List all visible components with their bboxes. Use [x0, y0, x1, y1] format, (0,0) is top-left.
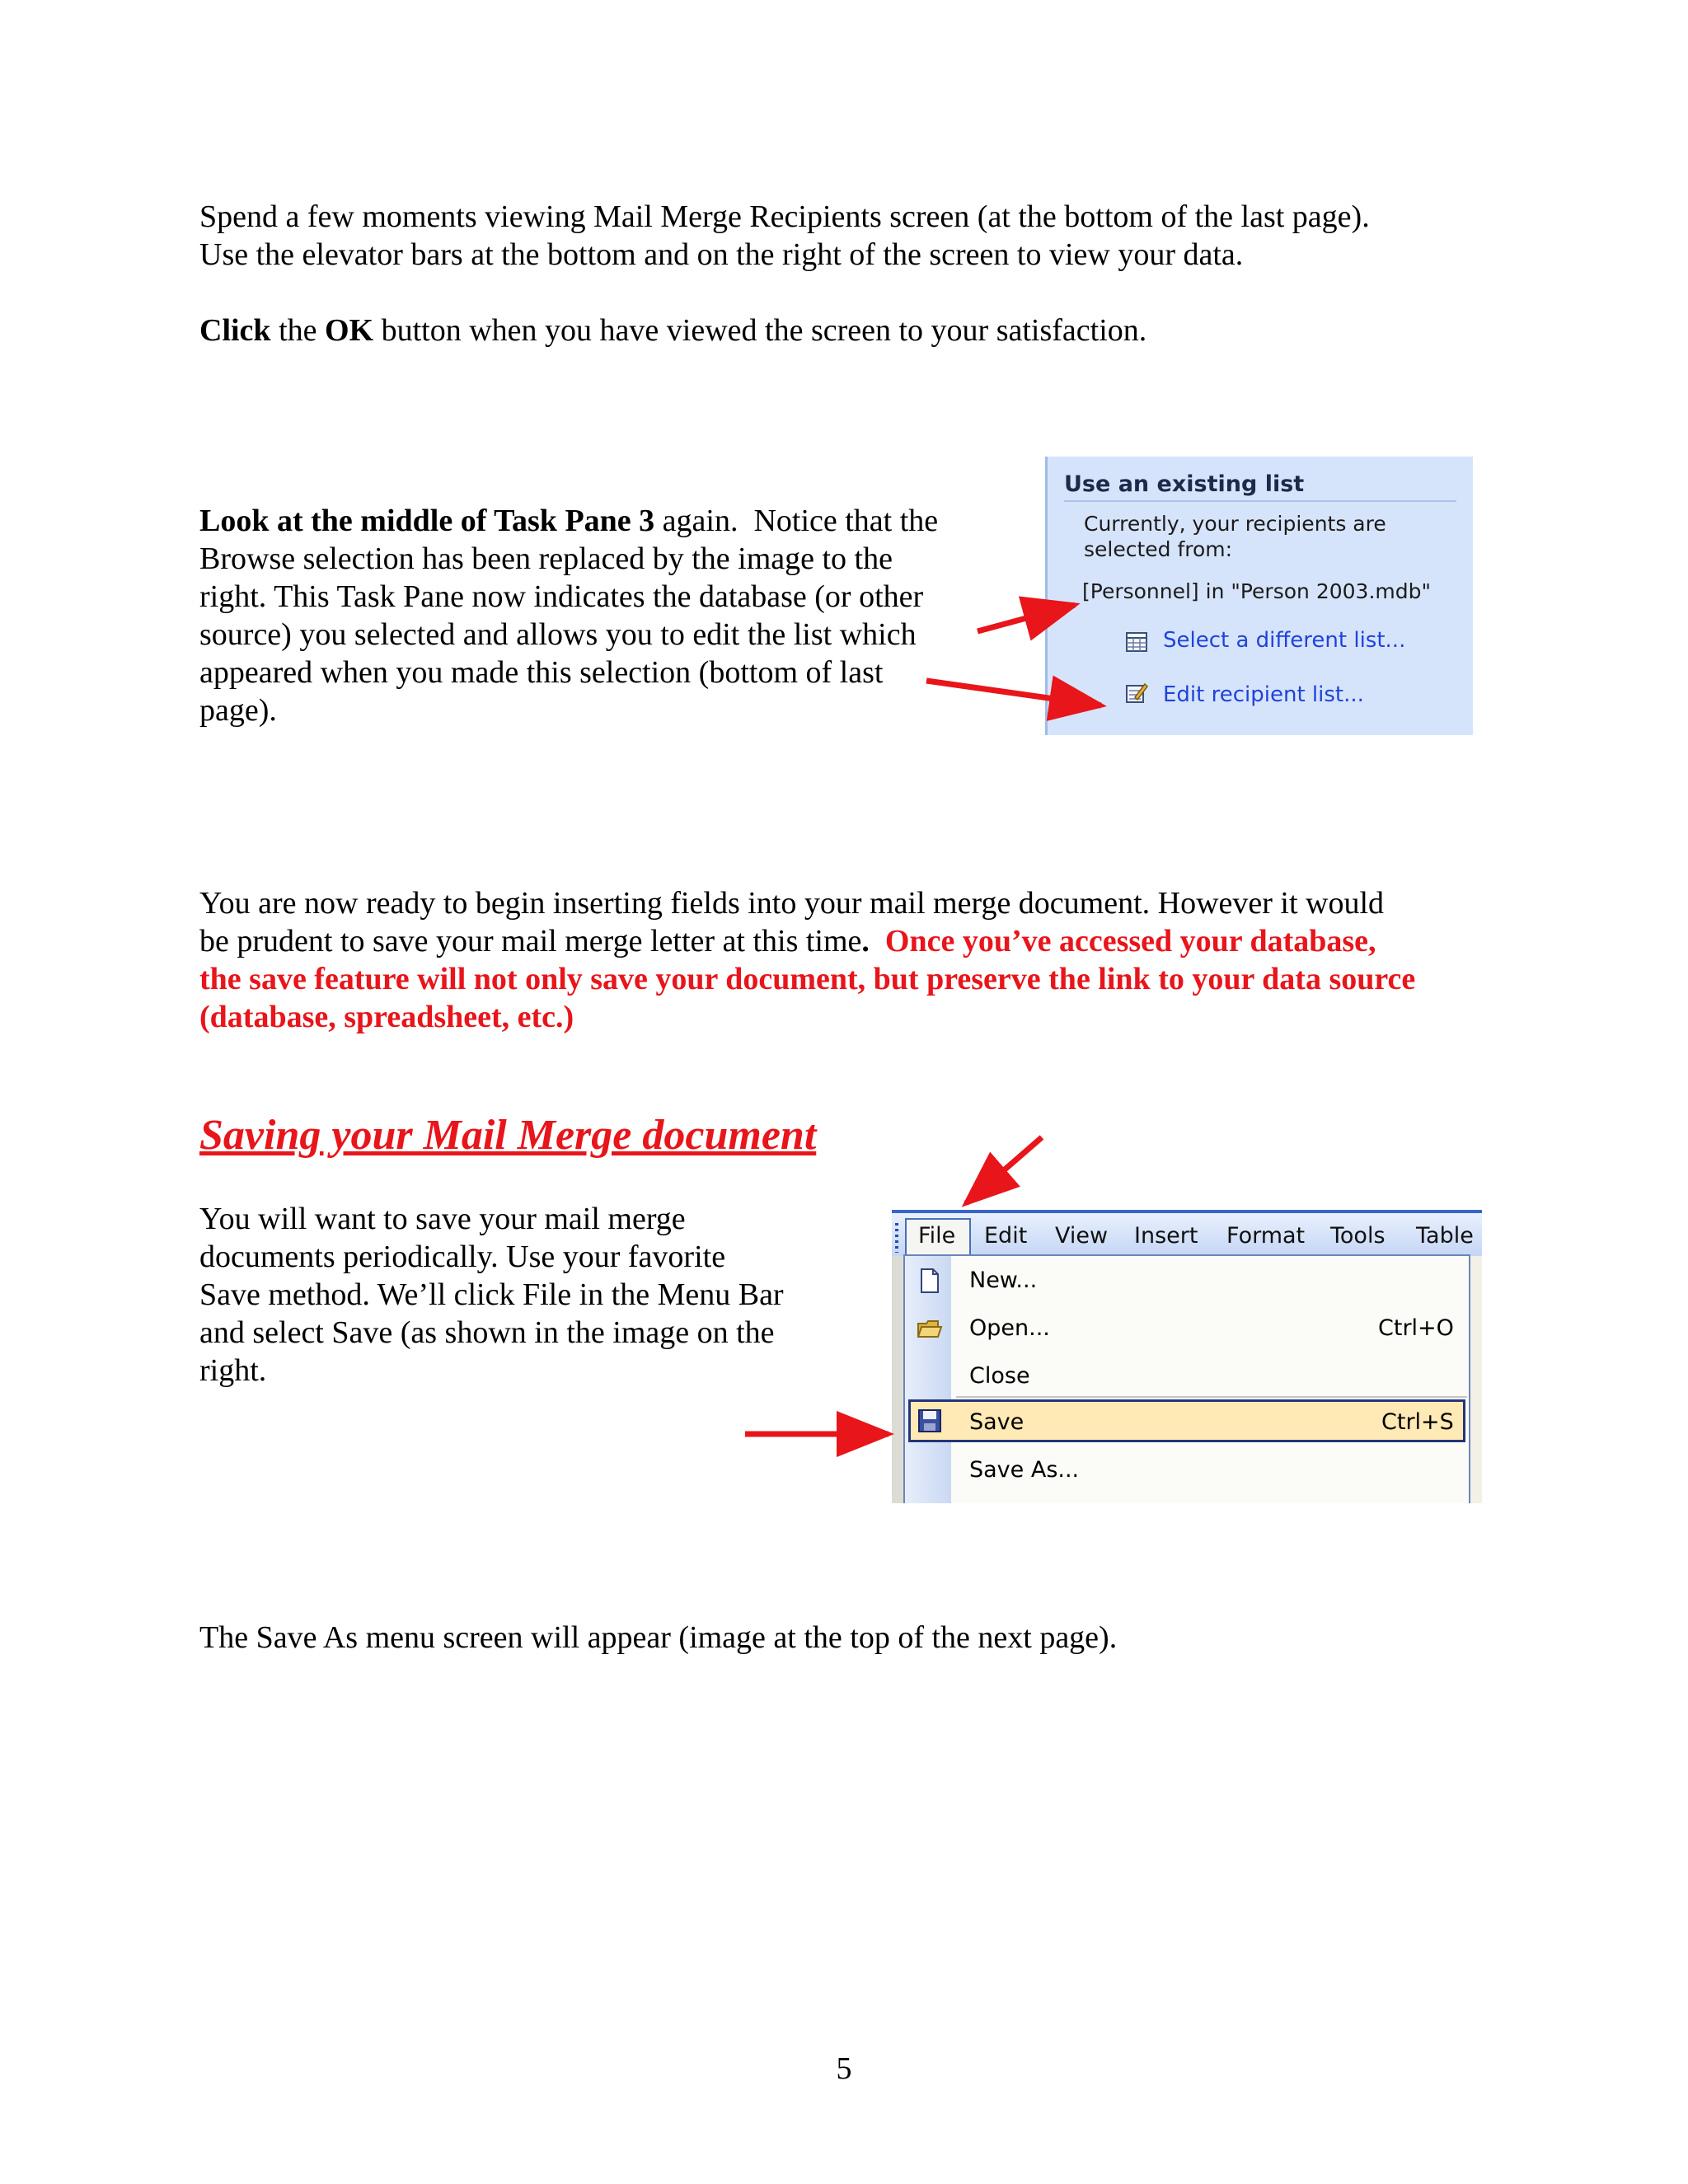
- text-line: again. Notice that the: [654, 504, 939, 538]
- link-label: Edit recipient list...: [1163, 682, 1364, 707]
- task-pane-text: selected from:: [1084, 537, 1233, 561]
- text-line: right.: [199, 1353, 267, 1388]
- text-line: You are now ready to begin inserting fields into your mail merge document. However it would: [199, 886, 1385, 921]
- task-pane-text: Currently, your recipients are: [1084, 512, 1386, 536]
- arrow-to-edit-list: [926, 681, 1101, 705]
- menu-item-save[interactable]: Save: [969, 1409, 1025, 1435]
- link-label: Select a different list...: [1163, 628, 1406, 653]
- bold-ok: OK: [325, 313, 374, 348]
- text-line: source) you selected and allows you to edit the list which: [199, 617, 917, 652]
- text-line: You will want to save your mail merge: [199, 1202, 686, 1236]
- arrow-to-file-menu: [966, 1137, 1042, 1203]
- menu-table[interactable]: Table: [1416, 1223, 1474, 1249]
- text-period: .: [861, 924, 870, 958]
- menu-view[interactable]: View: [1055, 1223, 1109, 1249]
- text-line: and select Save (as shown in the image on the: [199, 1315, 775, 1350]
- text-rest: button when you have viewed the screen to your satisfaction.: [373, 313, 1147, 348]
- warning-text: the save feature will not only save your document, but preserve the link to your data source: [199, 962, 1416, 996]
- menu-item-close[interactable]: Close: [969, 1363, 1030, 1389]
- text-line: documents periodically. Use your favorite: [199, 1240, 726, 1274]
- arrow-to-source: [978, 605, 1075, 631]
- menu-item-save-as[interactable]: Save As...: [969, 1457, 1080, 1483]
- bold-click: Click: [199, 313, 271, 348]
- menu-edit[interactable]: Edit: [984, 1223, 1028, 1249]
- text-line: Spend a few moments viewing Mail Merge Recipients screen (at the bottom of the last page).: [199, 199, 1370, 234]
- warning-text: Once you’ve accessed your database,: [869, 924, 1376, 958]
- menu-format[interactable]: Format: [1226, 1223, 1306, 1249]
- text-line: right. This Task Pane now indicates the database (or other: [199, 579, 924, 614]
- task-pane-source: [Personnel] in "Person 2003.mdb": [1082, 579, 1431, 603]
- section-heading: Saving your Mail Merge document: [199, 1112, 817, 1159]
- menu-item-open[interactable]: Open...: [969, 1315, 1050, 1341]
- menu-item-new[interactable]: New...: [969, 1268, 1038, 1293]
- text-line: appeared when you made this selection (bottom of last: [199, 655, 884, 690]
- text-line: Browse selection has been replaced by the image to the: [199, 541, 893, 576]
- task-pane-heading: Use an existing list: [1064, 471, 1456, 502]
- menu-file[interactable]: File: [918, 1223, 956, 1249]
- warning-text: (database, spreadsheet, etc.): [199, 1000, 574, 1034]
- text-the: the: [270, 313, 325, 348]
- shortcut-save: Ctrl+S: [1381, 1409, 1454, 1435]
- text-line: Use the elevator bars at the bottom and on the right of the screen to view your data.: [199, 237, 1244, 272]
- text-line: be prudent to save your mail merge letter at this time: [199, 924, 862, 958]
- menu-insert[interactable]: Insert: [1134, 1223, 1198, 1249]
- menu-tools[interactable]: Tools: [1330, 1223, 1386, 1249]
- shortcut-open: Ctrl+O: [1378, 1315, 1454, 1341]
- bold-task-pane: Look at the middle of Task Pane 3: [199, 504, 655, 538]
- page-number: 5: [836, 2051, 852, 2086]
- paragraph-save-as: The Save As menu screen will appear (image at the top of the next page).: [199, 1620, 1118, 1655]
- text-line: page).: [199, 693, 277, 728]
- text-line: Save method. We’ll click File in the Menu Bar: [199, 1277, 784, 1312]
